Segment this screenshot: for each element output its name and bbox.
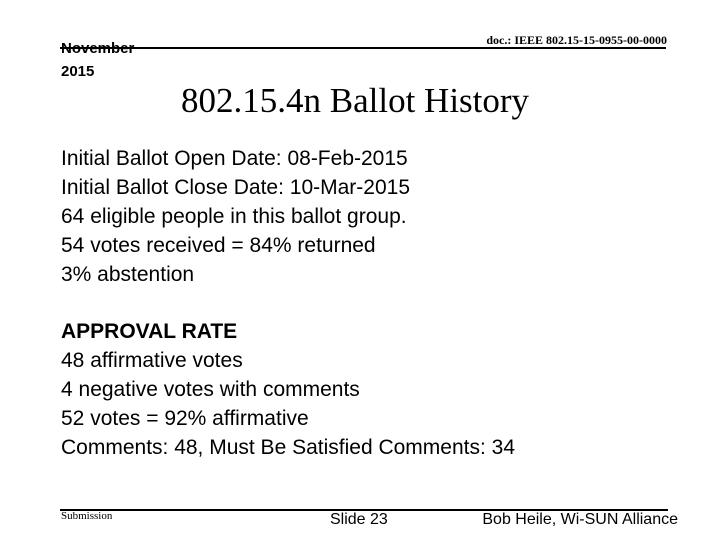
- approval-info-line: 4 negative votes with comments: [61, 378, 360, 401]
- footer-slide-number: Slide 23: [330, 511, 388, 528]
- header-date-year: 2015: [61, 63, 95, 80]
- header-date-month: November: [61, 40, 135, 57]
- approval-info-line: 48 affirmative votes: [61, 349, 243, 372]
- header-rule: [60, 47, 666, 49]
- ballot-info-line: Initial Ballot Open Date: 08-Feb-2015: [61, 147, 408, 170]
- slide-body: [61, 144, 681, 462]
- footer-author: Bob Heile, Wi-SUN Alliance: [482, 511, 678, 528]
- header-date: [61, 37, 134, 83]
- approval-info-line: Comments: 48, Must Be Satisfied Comments: 34: [61, 436, 516, 459]
- ballot-info-line: Initial Ballot Close Date: 10-Mar-2015: [61, 176, 411, 199]
- slide-title: 802.15.4n Ballot History: [181, 81, 530, 120]
- footer-submission: Submission: [61, 510, 113, 522]
- ballot-info-line: 54 votes received = 84% returned: [61, 234, 376, 257]
- approval-info-line: 52 votes = 92% affirmative: [61, 407, 309, 430]
- section-gap: [61, 289, 681, 317]
- approval-heading: APPROVAL RATE: [61, 320, 238, 343]
- ballot-info-line: 3% abstention: [61, 263, 195, 286]
- header-doc-id: doc.: IEEE 802.15-15-0955-00-0000: [486, 33, 667, 47]
- ballot-info-line: 64 eligible people in this ballot group.: [61, 205, 407, 228]
